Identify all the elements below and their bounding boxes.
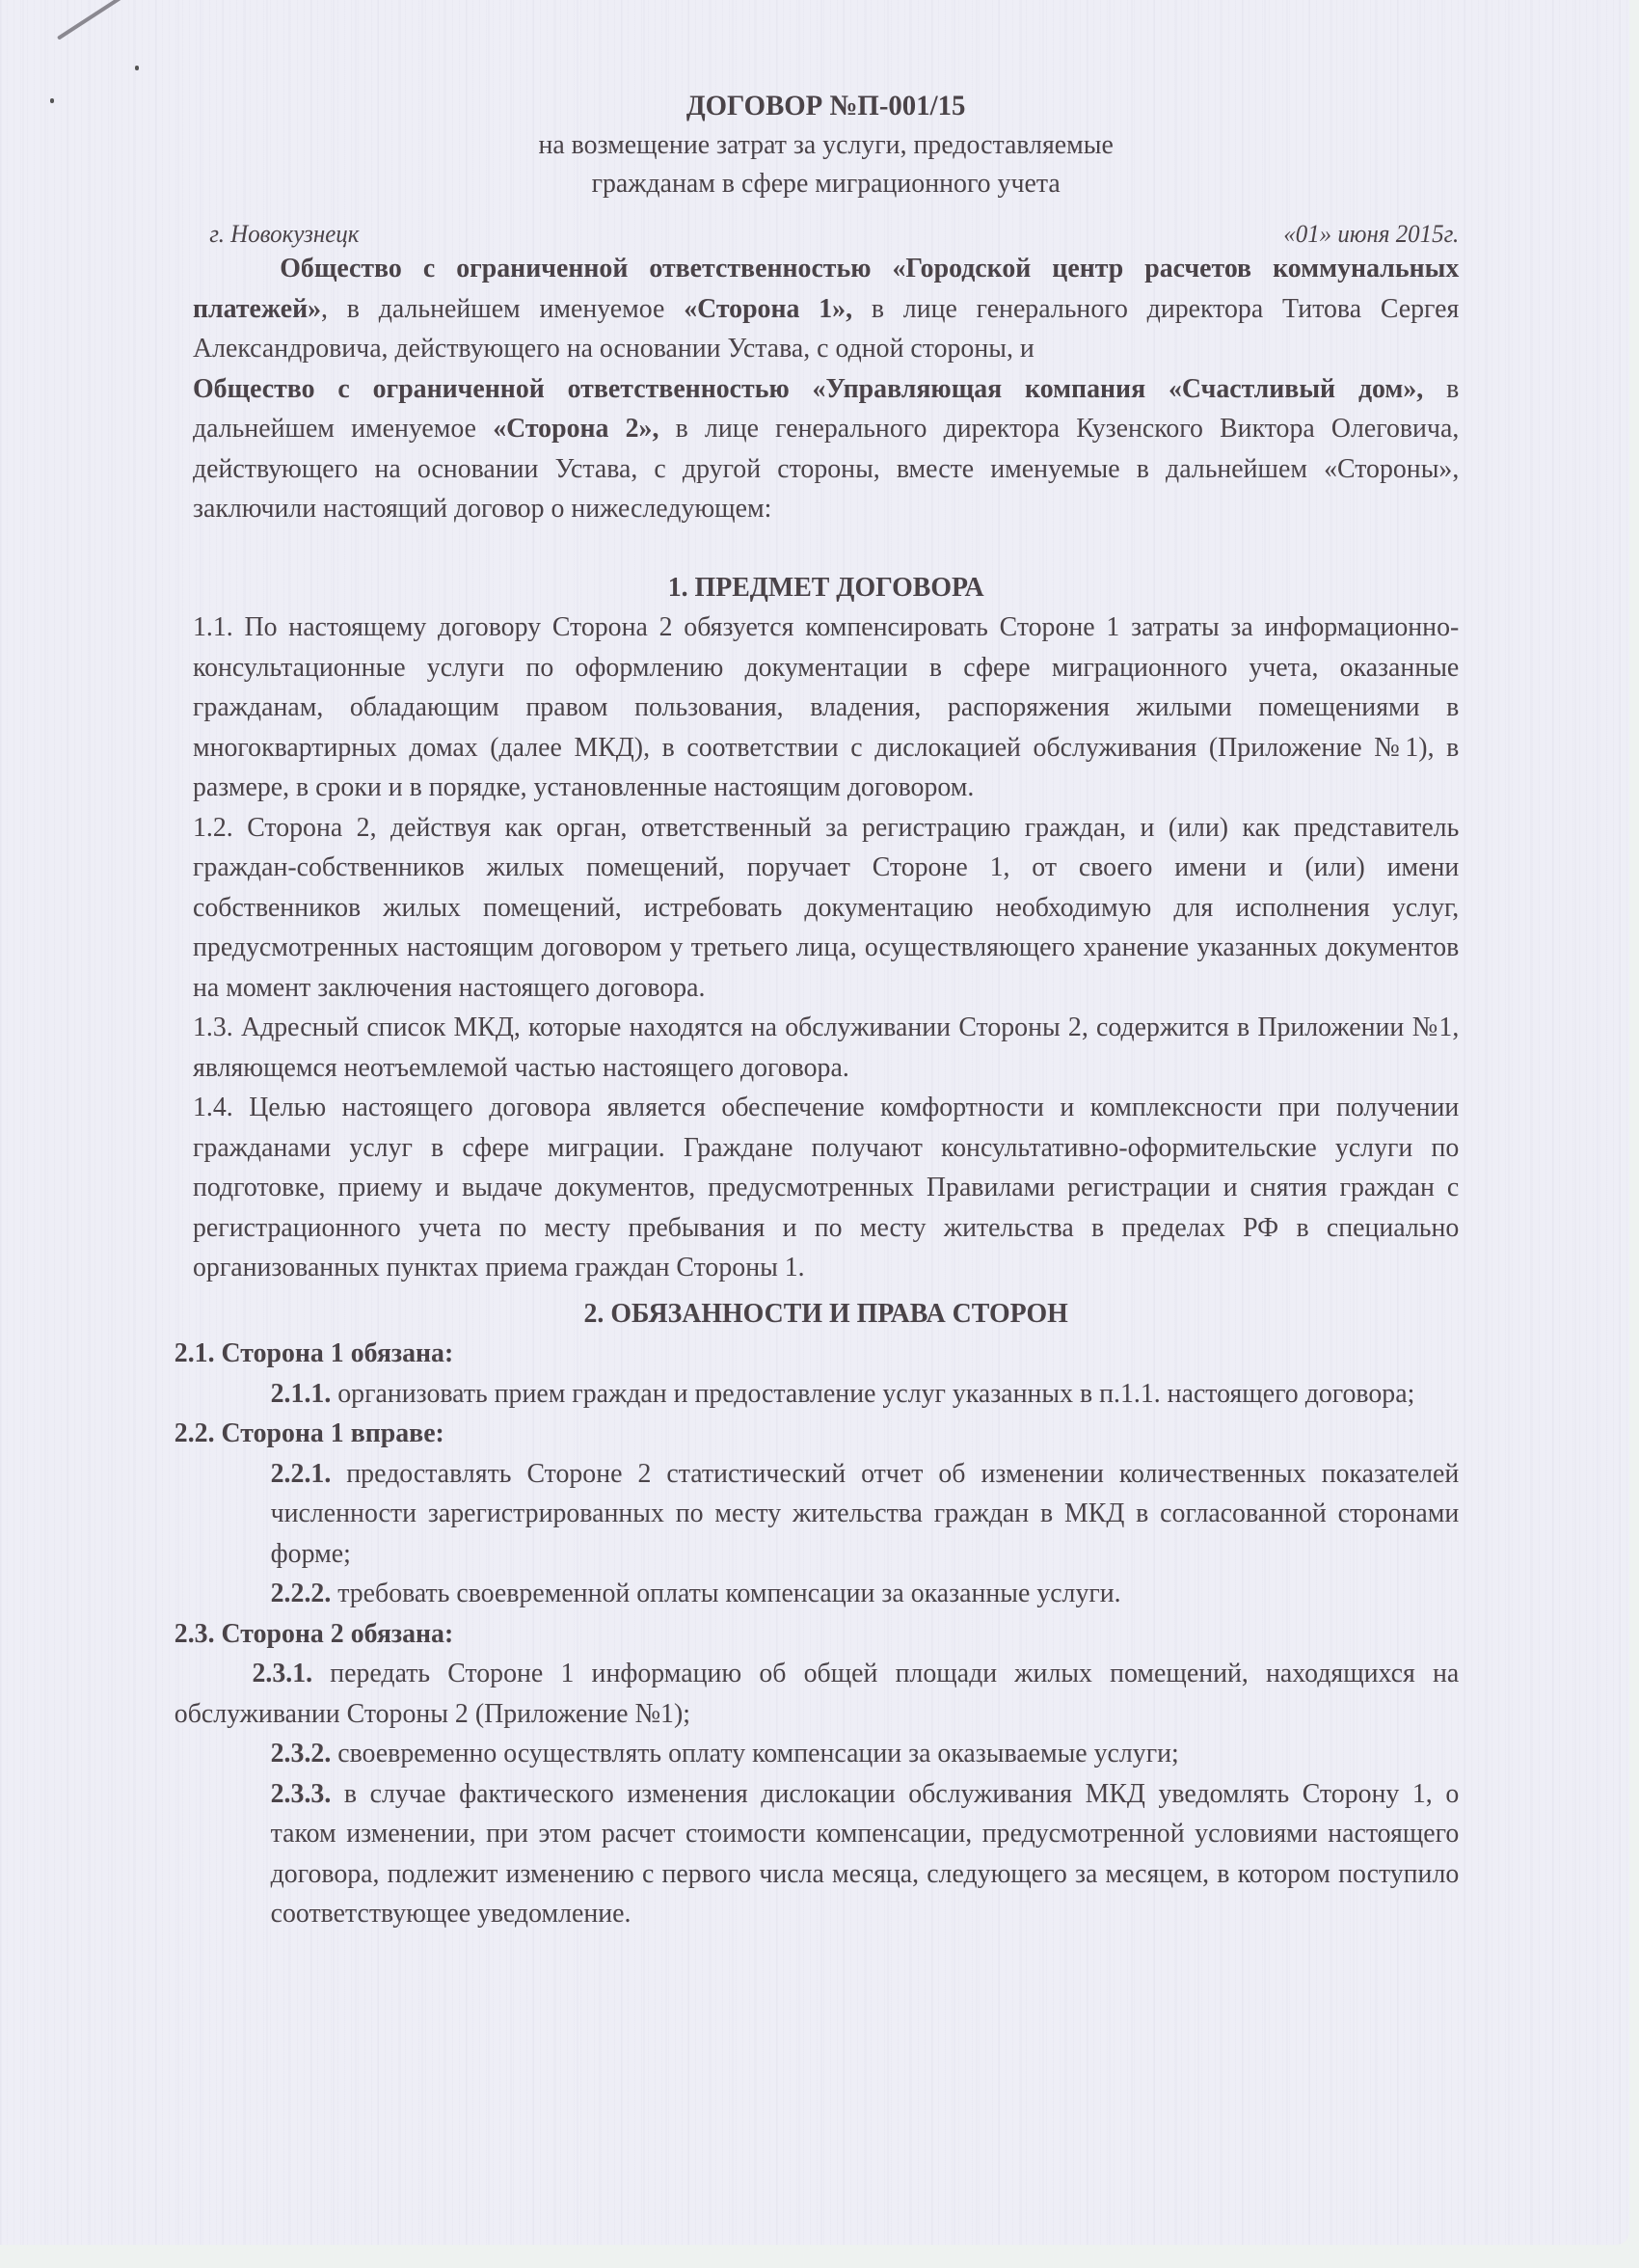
city: г. Новокузнецк [209, 220, 360, 248]
clause-text: требовать своевременной оплаты компенсации за оказанные услуги. [331, 1578, 1121, 1608]
clause-number: 2.3.3. [270, 1777, 332, 1809]
party2-name: Общество с ограниченной ответственностью «Управляющая компания «Счастливый дом», [193, 372, 1424, 404]
clause-number: 2.3.2. [270, 1738, 332, 1768]
party2-alias: «Сторона 2», [493, 413, 659, 444]
clause-text: в случае фактического изменения дислокации обслуживания МКД уведомлять Сторону 1, о таком изменении, при этом расчет стоимости компенсации, предусмотренной условиями настоящего договора, подлежит изменению с первого числа месяца, следующего за месяцем, в котором поступило соответствующее уведомление. [270, 1777, 1460, 1929]
clause-number: 2.1.1. [270, 1377, 332, 1409]
clause-number: 2.2.1. [270, 1457, 332, 1489]
clause-2-2-1 [193, 1454, 1459, 1575]
party1-text-2: в лице генерального директора Титова Сергея Александровича, действующего на основании Устава, с одной стороны, и [193, 292, 1460, 364]
party1-alias: «Сторона 1», [684, 292, 853, 324]
clause-2-1-heading: 2.1. Сторона 1 обязана: [174, 1337, 454, 1368]
document-body [174, 87, 1460, 1934]
clause-text: организовать прием граждан и предоставление услуг указанных в п.1.1. настоящего договора; [331, 1377, 1415, 1409]
party1-name: Общество с ограниченной ответственностью «Городской центр расчетов коммунальных платежей» [193, 253, 1460, 324]
clause-2-3-2 [193, 1734, 1459, 1774]
document-subtitle-line2: гражданам в сфере миграционного учета [591, 168, 1061, 199]
section2-heading: 2. ОБЯЗАННОСТИ И ПРАВА СТОРОН [583, 1297, 1068, 1329]
preamble-party2 [193, 369, 1459, 529]
clause-2-2-2 [193, 1574, 1459, 1614]
pen-mark [57, 0, 132, 40]
contract-date: «01» июня 2015г. [1283, 220, 1460, 248]
scan-speck [135, 66, 139, 70]
clause-2-3-3 [193, 1774, 1459, 1934]
clause-1-4: 1.4. Целью настоящего договора является обеспечение комфортности и комплексности при получении гражданами услуг в сфере миграции. Граждане получают консультативно-оформительские услуги по подготовке, приему и выдаче документов, предусмотренных Правилами регистрации и снятия граждан с регистрационного учета по месту пребывания и по месту жительства в пределах РФ в специально организованных пунктах приема граждан Стороны 1. [193, 1092, 1460, 1282]
document-subtitle-line1: на возмещение затрат за услуги, предоставляемые [538, 129, 1114, 160]
scan-speck [50, 98, 54, 103]
party2-text: в дальнейшем именуемое [193, 372, 1460, 444]
clause-text: передать Стороне 1 информацию об общей площади жилых помещений, находящихся на обслуживании Стороны 2 (Приложение №1); [174, 1658, 1460, 1729]
clause-2-2-heading: 2.2. Сторона 1 вправе: [174, 1418, 444, 1448]
party1-text: , в дальнейшем именуемое [321, 292, 685, 324]
clause-2-1-1 [193, 1374, 1459, 1415]
clause-text: своевременно осуществлять оплату компенсации за оказываемые услуги; [331, 1738, 1179, 1768]
section1-heading: 1. ПРЕДМЕТ ДОГОВОРА [667, 571, 984, 603]
clause-1-3: 1.3. Адресный список МКД, которые находятся на обслуживании Стороны 2, содержится в Приложении №1, являющемся неотъемлемой частью настоящего договора. [193, 1012, 1460, 1083]
clause-1-2: 1.2. Сторона 2, действуя как орган, ответственный за регистрацию граждан, и (или) как представитель граждан-собственников жилых помещений, поручает Стороне 1, от своего имени и (или) имени собственников жилых помещений, истребовать документацию необходимую для исполнения услуг, предусмотренных настоящим договором у третьего лица, осуществляющего хранение указанных документов на момент заключения настоящего договора. [193, 811, 1460, 1003]
clause-2-3-1 [175, 1654, 1459, 1734]
clause-number: 2.3.1. [252, 1658, 313, 1688]
clause-1-1: 1.1. По настоящему договору Сторона 2 обязуется компенсировать Стороне 1 затраты за информационно-консультационные услуги по оформлению документации в сфере миграционного учета, оказанные гражданам, обладающим правом пользования, владения, распоряжения жилыми помещениями в многоквартирных домах (далее МКД), в соответствии с дислокацией обслуживания (Приложение №1), в размере, в сроки и в порядке, установленные настоящим договором. [193, 611, 1460, 802]
place-date-row [193, 220, 1459, 249]
party2-text-2: в лице генерального директора Кузенского Виктора Олеговича, действующего на основании Устава, с другой стороны, вместе именуемые в дальнейшем «Стороны», заключили настоящий договор о нижеследующем: [193, 413, 1460, 524]
document-title: ДОГОВОР №П-001/15 [685, 90, 966, 122]
clause-number: 2.2.2. [270, 1578, 332, 1608]
clause-text: предоставлять Стороне 2 статистический отчет об изменении количественных показателей численности зарегистрированных по месту жительства граждан в МКД в согласованной сторонами форме; [270, 1457, 1460, 1569]
preamble-party1 [193, 249, 1459, 369]
clause-2-3-heading: 2.3. Сторона 2 обязана: [174, 1617, 454, 1649]
